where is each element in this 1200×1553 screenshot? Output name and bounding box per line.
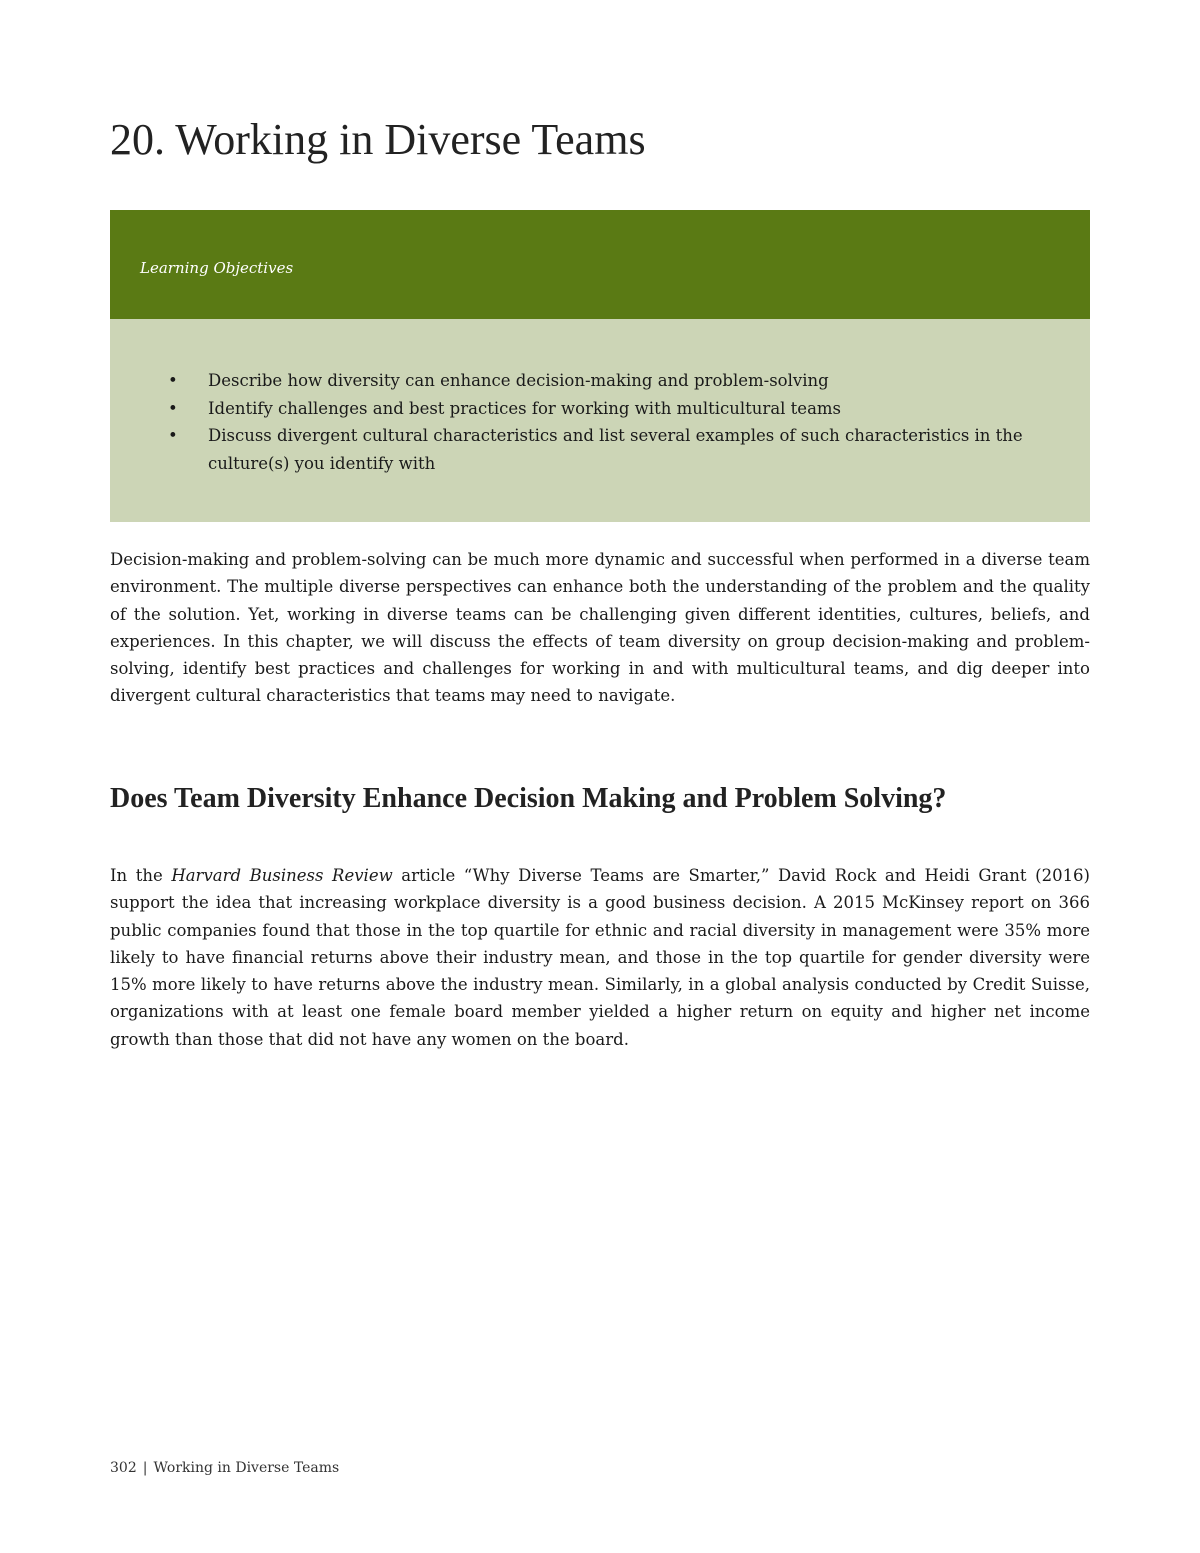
section-paragraph (110, 862, 1090, 1053)
learning-objectives-label: Learning Objectives (140, 259, 294, 277)
page-footer (110, 1458, 339, 1478)
bullet-icon: • (168, 426, 178, 445)
footer-separator: | (142, 1460, 148, 1476)
learning-objectives-body (110, 319, 1090, 522)
list-item (168, 367, 1048, 395)
bullet-icon: • (168, 398, 178, 418)
paragraph-text-start: In the (110, 866, 172, 885)
paragraph-text-rest: article “Why Diverse Teams are Smarter,” David Rock and Heidi Grant (2016) support the idea that increasing workplace diversity is a good business decision. A 2015 McKinsey report on 366 public companies found that those in the top quartile for ethnic and racial diversity in management were 35% more likely to have financial returns above their industry mean, and those in the top quartile for gender diversity were 15% more likely to have returns above the industry mean. Similarly, in a global analysis conducted by Credit Suisse, organizations with at least one female board member yielded a higher return on equity and higher net income growth than those that did not have any women on the board. (110, 866, 1090, 1049)
bullet-icon: • (168, 371, 178, 390)
list-item (168, 395, 1048, 423)
list-item (168, 422, 1048, 477)
learning-objectives-list (168, 367, 1048, 477)
objective-text: Describe how diversity can enhance decision-making and problem-solving (208, 371, 829, 390)
publication-title: Harvard Business Review (171, 866, 393, 885)
objective-text: Discuss divergent cultural characteristics and list several examples of such characteristics in the culture(s) you identify with (208, 426, 1023, 473)
chapter-title: 20. Working in Diverse Teams (110, 115, 646, 164)
running-title: Working in Diverse Teams (153, 1460, 340, 1476)
section-heading: Does Team Diversity Enhance Decision Making and Problem Solving? (110, 783, 947, 814)
learning-objectives-box (110, 210, 1090, 522)
intro-paragraph: Decision-making and problem-solving can be much more dynamic and successful when performed in a diverse team environment. The multiple diverse perspectives can enhance both the understanding of the problem and the quality of the solution. Yet, working in diverse teams can be challenging given different identities, cultures, beliefs, and experiences. In this chapter, we will discuss the effects of team diversity on group decision-making and problem-solving, identify best practices and challenges for working in and with multicultural teams, and dig deeper into divergent cultural characteristics that teams may need to navigate. (110, 550, 1090, 706)
objective-text: Identify challenges and best practices for working with multicultural teams (208, 398, 842, 418)
learning-objectives-header (110, 210, 1090, 319)
page-number: 302 (110, 1460, 137, 1476)
